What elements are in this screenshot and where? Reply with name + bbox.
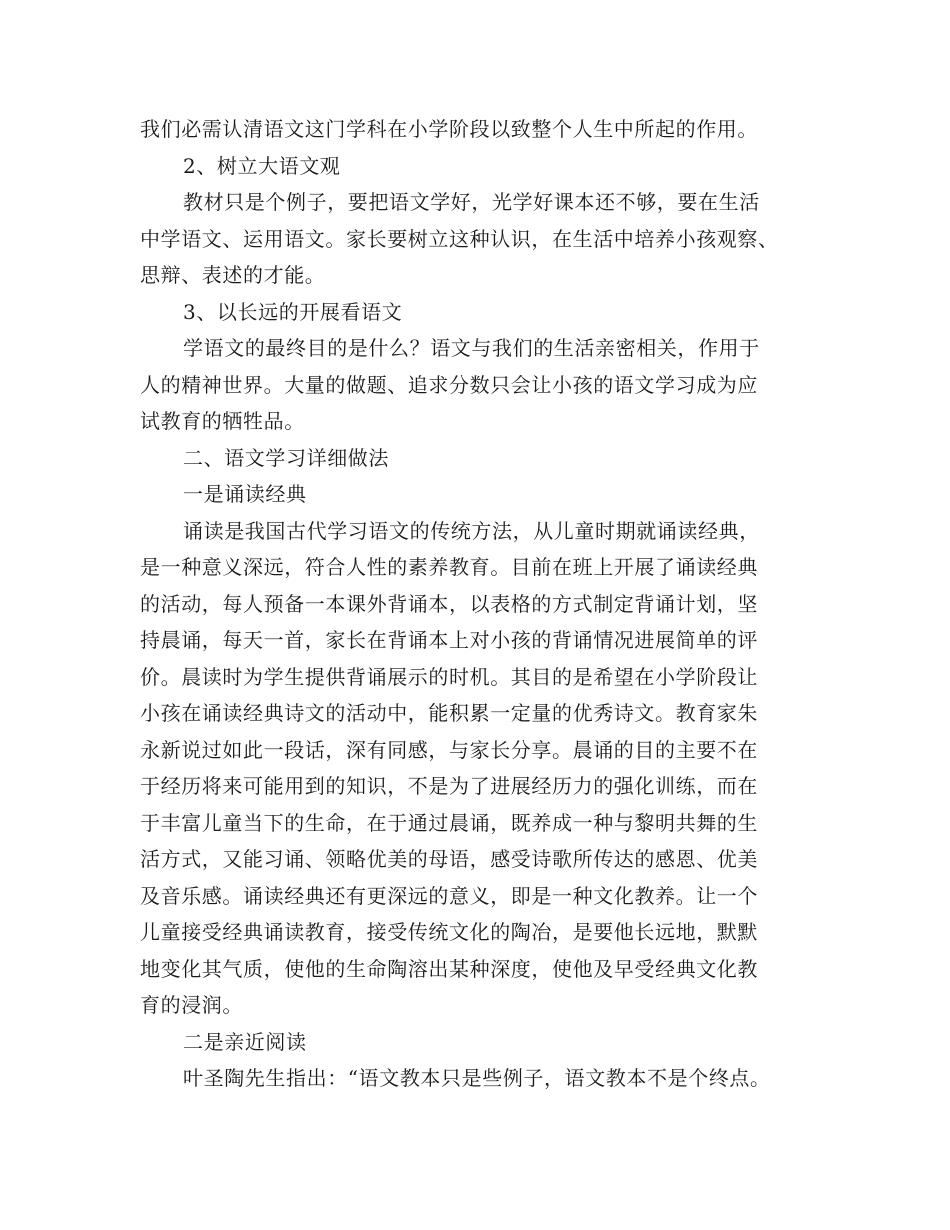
section-heading: 3、以长远的开展看语文 (183, 299, 403, 324)
text-line: 地变化其气质，使他的生命陶溶出某种深度，使他及早受经典文化教 (140, 956, 758, 981)
text-line: 于丰富儿童当下的生命，在于通过晨诵，既养成一种与黎明共舞的生 (140, 810, 758, 835)
subsection-heading: 二是亲近阅读 (183, 1029, 307, 1054)
text-line: 思辩、表述的才能。 (140, 263, 326, 287)
text-line: 中学语文、运用语文。家长要树立这种认识，在生活中培养小孩观察、 (140, 226, 779, 251)
text-line: 是一种意义深远，符合人性的素养教育。目前在班上开展了诵读经典 (140, 555, 758, 579)
text-line: 叶圣陶先生指出：“语文教本只是些例子，语文教本不是个终点。 (183, 1066, 771, 1090)
text-line: 活方式，又能习诵、领略优美的母语，感受诗歌所传达的感恩、优美 (140, 847, 758, 871)
text-line: 永新说过如此一段话，深有同感，与家长分享。晨诵的目的主要不在 (140, 737, 758, 762)
text-line: 于经历将来可能用到的知识，不是为了进展经历力的强化训练，而在 (140, 774, 758, 798)
text-line: 价。晨读时为学生提供背诵展示的时机。其目的是希望在小学阶段让 (140, 664, 758, 689)
text-line: 的活动，每人预备一本课外背诵本，以表格的方式制定背诵计划，坚 (140, 591, 758, 616)
subsection-heading: 一是诵读经典 (183, 482, 307, 506)
text-line: 诵读是我国古代学习语文的传统方法，从儿童时期就诵读经典， (183, 518, 760, 543)
text-line: 试教育的牺牲品。 (140, 409, 305, 433)
text-line: 我们必需认清语文这门学科在小学阶段以致整个人生中所起的作用。 (140, 117, 758, 141)
text-line: 持晨诵，每天一首，家长在背诵本上对小孩的背诵情况进展简单的评 (140, 628, 758, 652)
text-line: 育的浸润。 (140, 993, 243, 1017)
text-line: 教材只是个例子，要把语文学好，光学好课本还不够，要在生活 (183, 190, 760, 214)
section-heading: 2、树立大语文观 (183, 153, 341, 178)
document-body (140, 111, 840, 1097)
text-line: 学语文的最终目的是什么？语文与我们的生活亲密相关，作用于 (183, 336, 760, 360)
text-line: 儿童接受经典诵读教育，接受传统文化的陶冶，是要他长远地，默默 (140, 920, 758, 944)
text-line: 及音乐感。诵读经典还有更深远的意义，即是一种文化教养。让一个 (140, 883, 758, 908)
text-line: 人的精神世界。大量的做题、追求分数只会让小孩的语文学习成为应 (140, 372, 758, 397)
text-line: 小孩在诵读经典诗文的活动中，能积累一定量的优秀诗文。教育家朱 (140, 701, 758, 725)
section-heading: 二、语文学习详细做法 (183, 445, 389, 470)
